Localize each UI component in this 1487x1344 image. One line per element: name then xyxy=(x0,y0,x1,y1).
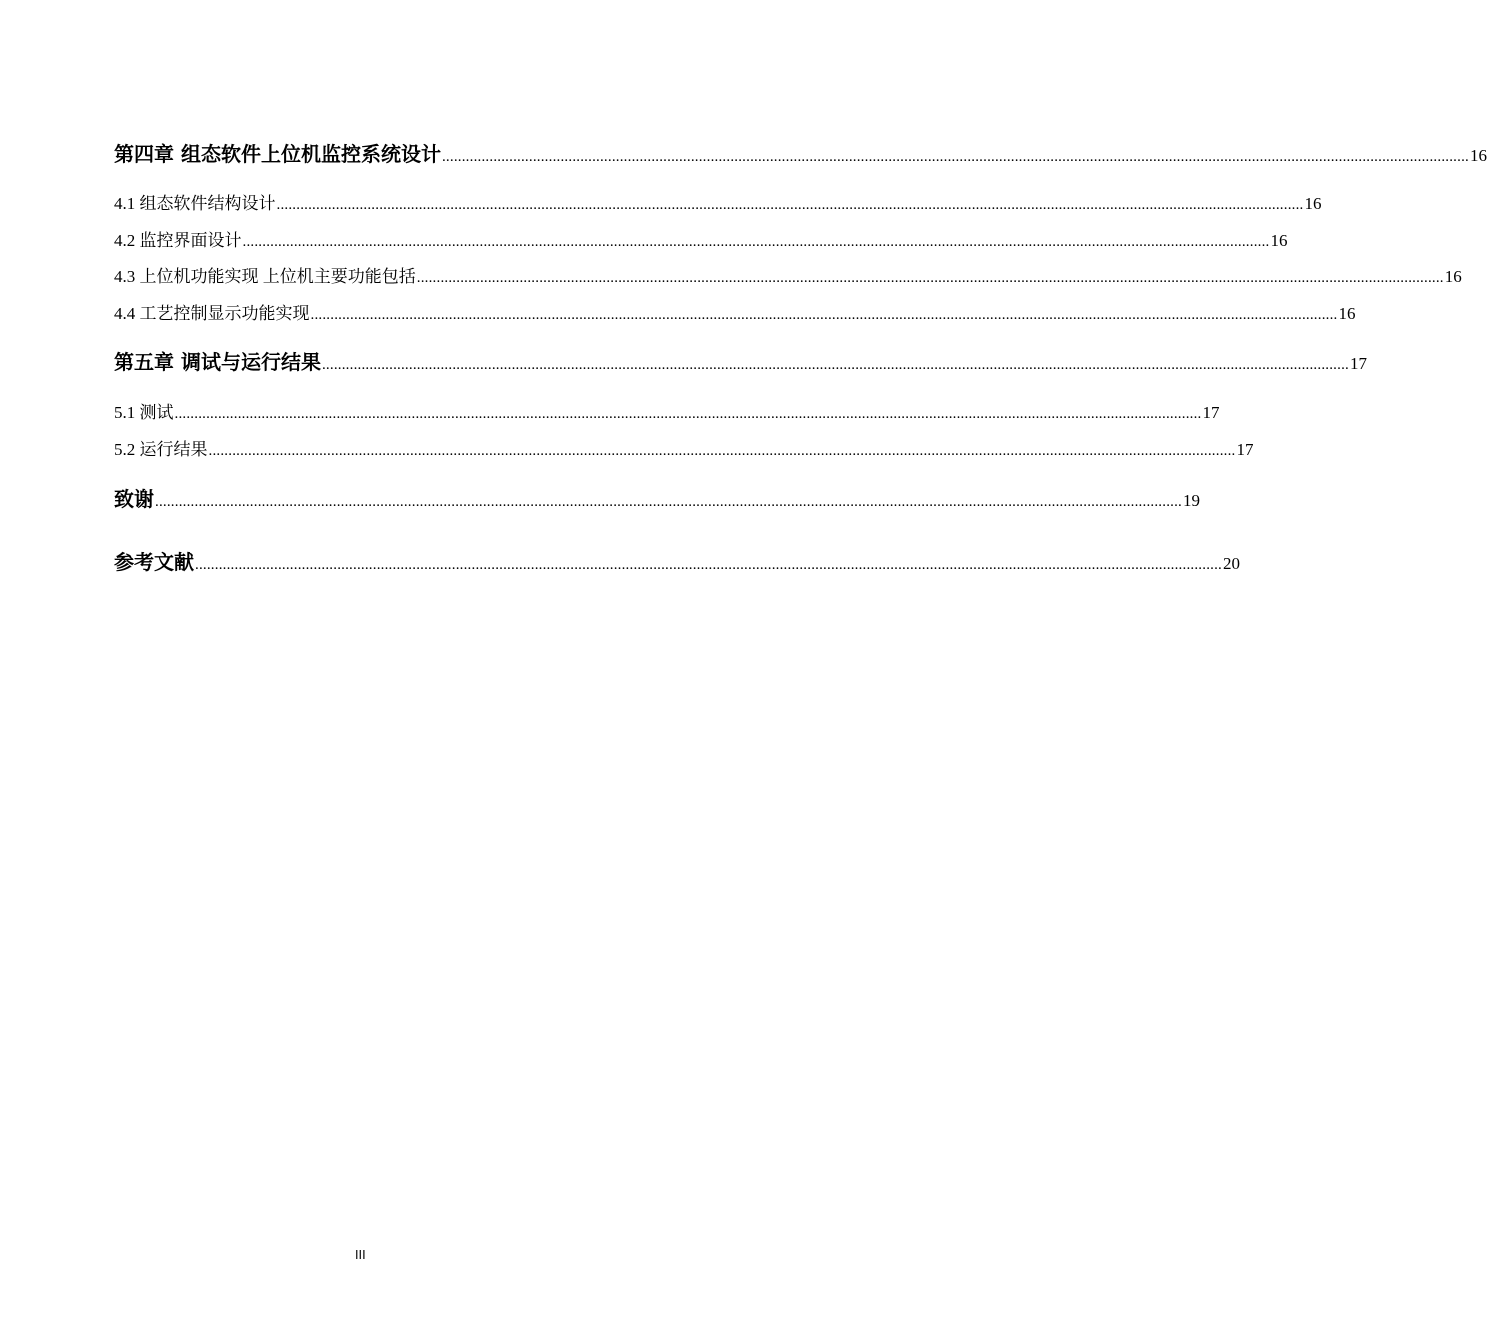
toc-entry-title: 第五章 调试与运行结果 xyxy=(114,350,321,374)
toc-entry-page: 16 xyxy=(1469,146,1487,165)
toc-entry-chapter-4[interactable] xyxy=(114,138,1487,167)
toc-entry-title: 4.4 工艺控制显示功能实现 xyxy=(114,304,310,323)
toc-entry-4-1[interactable] xyxy=(114,189,1322,214)
toc-entry-title: 致谢 xyxy=(114,487,154,511)
toc-entry-page: 17 xyxy=(1202,403,1220,422)
toc-entry-title: 参考文献 xyxy=(114,550,194,574)
dot-leader: .................................................................................................................................................................................................................................................................... xyxy=(208,443,1236,459)
toc-entry-title: 第四章 组态软件上位机监控系统设计 xyxy=(114,142,441,166)
toc-entry-page: 16 xyxy=(1304,194,1322,213)
page-number: III xyxy=(355,1248,366,1262)
dot-leader: .................................................................................................................................................................................................................................................................... xyxy=(416,270,1444,286)
toc-entry-references[interactable] xyxy=(114,546,1240,575)
toc-entry-page: 16 xyxy=(1338,304,1356,323)
dot-leader: .................................................................................................................................................................................................................................................................... xyxy=(310,307,1338,323)
toc-entry-4-2[interactable] xyxy=(114,226,1288,251)
toc-entry-acknowledgements[interactable] xyxy=(114,483,1200,512)
toc-entry-title: 5.1 测试 xyxy=(114,403,174,422)
toc-entry-5-1[interactable] xyxy=(114,398,1220,423)
toc-entry-4-4[interactable] xyxy=(114,299,1356,324)
toc-entry-page: 16 xyxy=(1444,267,1462,286)
toc-entry-4-3[interactable] xyxy=(114,262,1462,287)
toc-entry-title: 5.2 运行结果 xyxy=(114,440,208,459)
dot-leader: .................................................................................................................................................................................................................................................................... xyxy=(195,557,1222,573)
toc-entry-5-2[interactable] xyxy=(114,435,1254,460)
toc-entry-chapter-5[interactable] xyxy=(114,346,1367,375)
toc-entry-page: 16 xyxy=(1270,231,1288,250)
toc-entry-page: 19 xyxy=(1183,491,1200,510)
toc-entry-title: 4.3 上位机功能实现 上位机主要功能包括 xyxy=(114,267,416,286)
toc-entry-page: 20 xyxy=(1223,554,1240,573)
toc-entry-title: 4.1 组态软件结构设计 xyxy=(114,194,276,213)
dot-leader: .................................................................................................................................................................................................................................................................... xyxy=(276,197,1304,213)
toc-entry-page: 17 xyxy=(1349,354,1367,373)
dot-leader: .................................................................................................................................................................................................................................................................... xyxy=(174,406,1202,422)
dot-leader: .................................................................................................................................................................................................................................................................... xyxy=(441,149,1469,165)
toc-entry-page: 17 xyxy=(1236,440,1254,459)
toc-entry-title: 4.2 监控界面设计 xyxy=(114,231,242,250)
dot-leader: .................................................................................................................................................................................................................................................................... xyxy=(321,357,1349,373)
dot-leader: .................................................................................................................................................................................................................................................................... xyxy=(242,234,1270,250)
dot-leader: .................................................................................................................................................................................................................................................................... xyxy=(155,494,1182,510)
